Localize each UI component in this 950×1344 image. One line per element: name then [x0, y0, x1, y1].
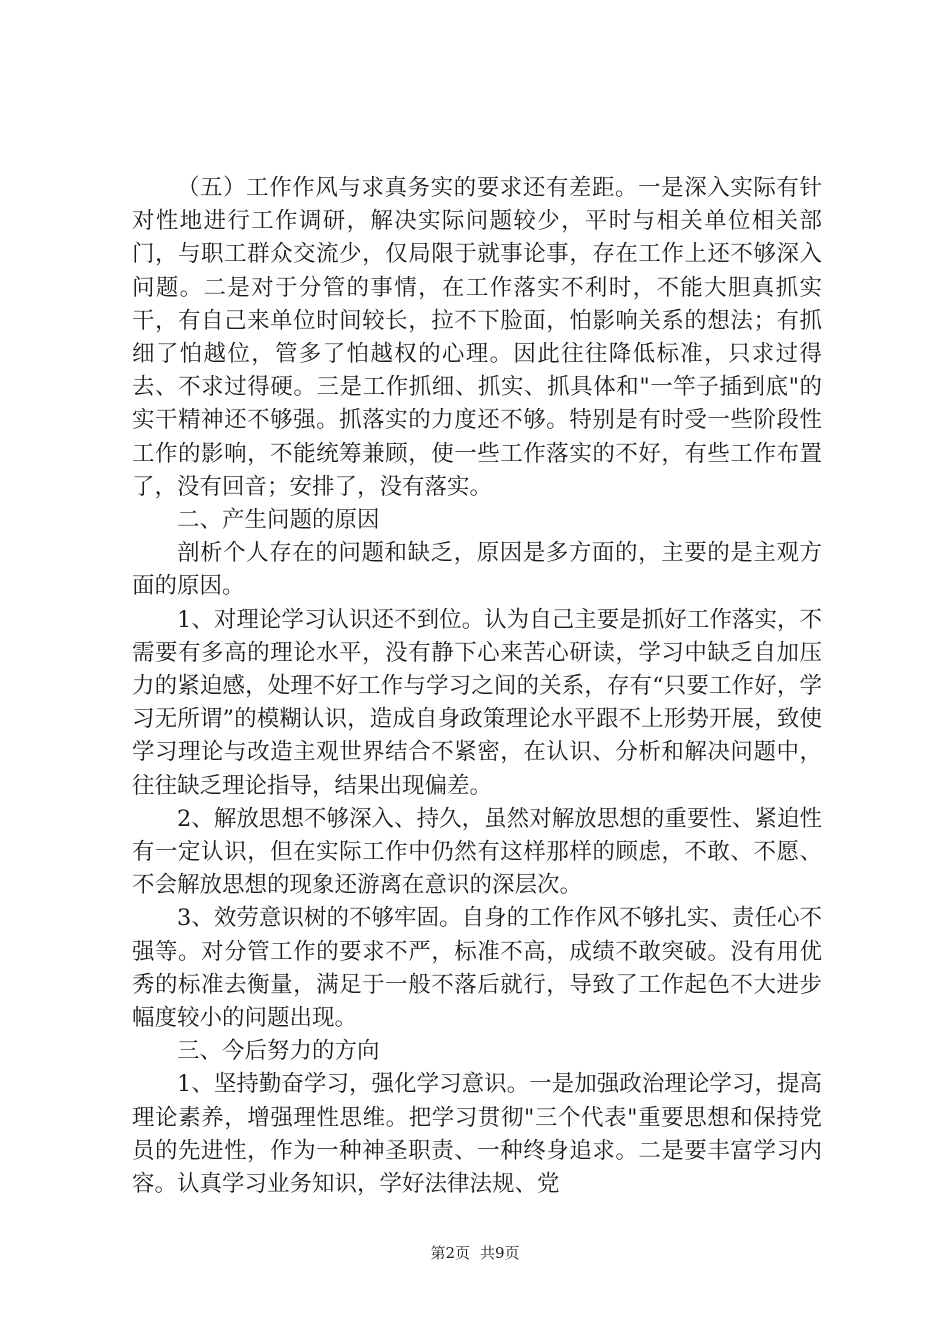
section-heading-causes: 二、产生问题的原因 — [177, 507, 380, 534]
paragraph-cause-1: 1、对理论学习认识还不到位。认为自己主要是抓好工作落实，不需要有多高的理论水平，没有静下心来苦心研读，学习中缺乏自加压力的紧迫感，处理不好工作与学习之间的关系，存有“只要工作好，学习无所谓”的模糊认识，造成自身政策理论水平跟不上形势开展，致使学习理论与改造主观世界结合不紧密，在认识、分析和解决问题中，往往缺乏理论指导，结果出现偏差。 — [132, 606, 822, 799]
paragraph-direction-1: 1、坚持勤奋学习，强化学习意识。一是加强政治理论学习，提高理论素养，增强理性思维。把学习贯彻"三个代表"重要思想和保持党员的先进性，作为一种神圣职责、一种终身追求。二是要丰富学习内容。认真学习业务知识，学好法律法规、党 — [132, 1071, 822, 1198]
paragraph-cause-3: 3、效劳意识树的不够牢固。自身的工作作风不够扎实、责任心不强等。对分管工作的要求不严，标准不高，成绩不敢突破。没有用优秀的标准去衡量，满足于一般不落后就行，导致了工作起色不大进步幅度较小的问题出现。 — [132, 905, 822, 1032]
paragraph-causes-intro: 剖析个人存在的问题和缺乏，原因是多方面的，主要的是主观方面的原因。 — [132, 540, 822, 600]
page-footer — [0, 1242, 950, 1263]
paragraph-cause-2: 2、解放思想不够深入、持久，虽然对解放思想的重要性、紧迫性有一定认识，但在实际工作中仍然有这样那样的顾虑，不敢、不愿、不会解放思想的现象还游离在意识的深层次。 — [132, 805, 822, 899]
paragraph-work-style: （五）工作作风与求真务实的要求还有差距。一是深入实际有针对性地进行工作调研，解决实际问题较少，平时与相关单位相关部门，与职工群众交流少，仅局限于就事论事，存在工作上还不够深入问题。二是对于分管的事情，在工作落实不利时，不能大胆真抓实干，有自己来单位时间较长，拉不下脸面，怕影响关系的想法；有抓细了怕越位，管多了怕越权的心理。因此往往降低标准，只求过得去、不求过得硬。三是工作抓细、抓实、抓具体和"一竿子插到底"的实干精神还不够强。抓落实的力度还不够。特别是有时受一些阶段性工作的影响，不能统筹兼顾，使一些工作落实的不好，有些工作布置了，没有回音；安排了，没有落实。 — [132, 175, 822, 500]
page-number: 第2页 — [430, 1244, 470, 1262]
page-total: 共9页 — [480, 1244, 520, 1262]
section-heading-direction: 三、今后努力的方向 — [177, 1038, 380, 1065]
document-body — [132, 172, 822, 1201]
